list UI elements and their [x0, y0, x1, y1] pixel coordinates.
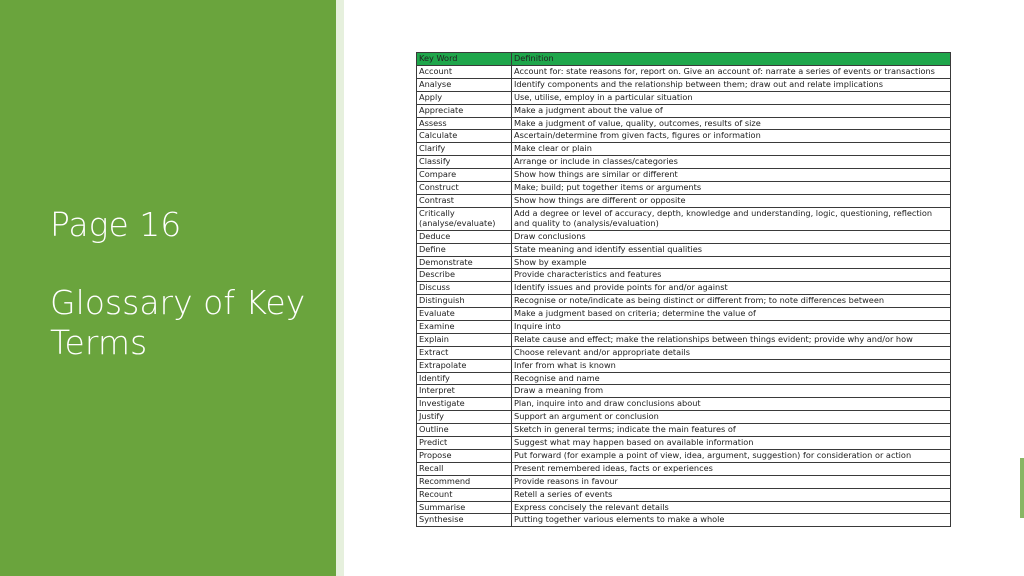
keyword-cell: Synthesise — [417, 514, 512, 527]
column-header-keyword: Key Word — [417, 53, 512, 66]
definition-cell: Recognise or note/indicate as being distinct or different from; to note differences between — [512, 295, 951, 308]
definition-cell: Express concisely the relevant details — [512, 501, 951, 514]
table-row — [417, 282, 951, 295]
definition-cell: Plan, inquire into and draw conclusions about — [512, 398, 951, 411]
keyword-cell: Summarise — [417, 501, 512, 514]
keyword-cell: Recount — [417, 488, 512, 501]
table-row — [417, 104, 951, 117]
table-row — [417, 308, 951, 321]
definition-cell: Draw conclusions — [512, 230, 951, 243]
keyword-cell: Examine — [417, 321, 512, 334]
keyword-cell: Analyse — [417, 78, 512, 91]
definition-cell: Add a degree or level of accuracy, depth, knowledge and understanding, logic, questioning, reflection and quality to (analysis/evaluation) — [512, 207, 951, 230]
table-row — [417, 475, 951, 488]
keyword-cell: Distinguish — [417, 295, 512, 308]
table-row — [417, 243, 951, 256]
keyword-cell: Assess — [417, 117, 512, 130]
keyword-cell: Identify — [417, 372, 512, 385]
definition-cell: Make a judgment based on criteria; determine the value of — [512, 308, 951, 321]
definition-cell: Arrange or include in classes/categories — [512, 156, 951, 169]
definition-cell: Account for: state reasons for, report on. Give an account of: narrate a series of events or transactions — [512, 66, 951, 79]
keyword-cell: Discuss — [417, 282, 512, 295]
keyword-cell: Construct — [417, 182, 512, 195]
table-row — [417, 424, 951, 437]
table-row — [417, 398, 951, 411]
table-row — [417, 333, 951, 346]
definition-cell: Sketch in general terms; indicate the main features of — [512, 424, 951, 437]
table-row — [417, 462, 951, 475]
title-panel — [0, 0, 336, 576]
keyword-cell: Propose — [417, 449, 512, 462]
table-row — [417, 321, 951, 334]
table-row — [417, 411, 951, 424]
keyword-cell: Extrapolate — [417, 359, 512, 372]
keyword-cell: Account — [417, 66, 512, 79]
keyword-cell: Predict — [417, 437, 512, 450]
table-row — [417, 143, 951, 156]
keyword-cell: Outline — [417, 424, 512, 437]
table-row — [417, 437, 951, 450]
definition-cell: Make a judgment of value, quality, outcomes, results of size — [512, 117, 951, 130]
keyword-cell: Deduce — [417, 230, 512, 243]
table-header-row — [417, 53, 951, 66]
keyword-cell: Apply — [417, 91, 512, 104]
title-text-line2: Terms — [50, 323, 148, 362]
keyword-cell: Explain — [417, 333, 512, 346]
table-row — [417, 295, 951, 308]
column-header-definition: Definition — [512, 53, 951, 66]
definition-cell: Identify components and the relationship between them; draw out and relate implications — [512, 78, 951, 91]
keyword-cell: Describe — [417, 269, 512, 282]
table-row — [417, 256, 951, 269]
table-row — [417, 194, 951, 207]
keyword-cell: Define — [417, 243, 512, 256]
definition-cell: Present remembered ideas, facts or experiences — [512, 462, 951, 475]
definition-cell: Recognise and name — [512, 372, 951, 385]
glossary-table — [416, 52, 951, 527]
table-row — [417, 269, 951, 282]
definition-cell: Make a judgment about the value of — [512, 104, 951, 117]
table-row — [417, 66, 951, 79]
definition-cell: Suggest what may happen based on available information — [512, 437, 951, 450]
table-row — [417, 78, 951, 91]
definition-cell: Show how things are different or opposite — [512, 194, 951, 207]
keyword-cell: Justify — [417, 411, 512, 424]
keyword-cell: Classify — [417, 156, 512, 169]
definition-cell: Support an argument or conclusion — [512, 411, 951, 424]
definition-cell: Put forward (for example a point of view, idea, argument, suggestion) for consideration or action — [512, 449, 951, 462]
table-row — [417, 514, 951, 527]
table-row — [417, 169, 951, 182]
table-row — [417, 117, 951, 130]
keyword-cell: Calculate — [417, 130, 512, 143]
definition-cell: State meaning and identify essential qualities — [512, 243, 951, 256]
table-row — [417, 182, 951, 195]
definition-cell: Provide characteristics and features — [512, 269, 951, 282]
table-row — [417, 346, 951, 359]
table-row — [417, 230, 951, 243]
keyword-cell: Investigate — [417, 398, 512, 411]
definition-cell: Identify issues and provide points for and/or against — [512, 282, 951, 295]
table-row — [417, 207, 951, 230]
table-row — [417, 130, 951, 143]
definition-cell: Choose relevant and/or appropriate details — [512, 346, 951, 359]
table-row — [417, 156, 951, 169]
definition-cell: Provide reasons in favour — [512, 475, 951, 488]
definition-cell: Putting together various elements to make a whole — [512, 514, 951, 527]
keyword-cell: Extract — [417, 346, 512, 359]
keyword-cell: Contrast — [417, 194, 512, 207]
definition-cell: Show by example — [512, 256, 951, 269]
keyword-cell: Appreciate — [417, 104, 512, 117]
definition-cell: Inquire into — [512, 321, 951, 334]
keyword-cell: Recall — [417, 462, 512, 475]
slide-title — [50, 205, 320, 363]
table-row — [417, 91, 951, 104]
definition-cell: Make; build; put together items or arguments — [512, 182, 951, 195]
keyword-cell: Recommend — [417, 475, 512, 488]
definition-cell: Retell a series of events — [512, 488, 951, 501]
definition-cell: Make clear or plain — [512, 143, 951, 156]
table-row — [417, 501, 951, 514]
keyword-cell: Critically (analyse/evaluate) — [417, 207, 512, 230]
title-page-number: Page 16 — [50, 205, 182, 244]
definition-cell: Ascertain/determine from given facts, figures or information — [512, 130, 951, 143]
keyword-cell: Interpret — [417, 385, 512, 398]
title-text-line1: Glossary of Key — [50, 283, 306, 322]
keyword-cell: Evaluate — [417, 308, 512, 321]
definition-cell: Use, utilise, employ in a particular situation — [512, 91, 951, 104]
keyword-cell: Compare — [417, 169, 512, 182]
right-accent-bar — [1020, 458, 1024, 518]
table-row — [417, 449, 951, 462]
definition-cell: Relate cause and effect; make the relationships between things evident; provide why and/or how — [512, 333, 951, 346]
keyword-cell: Demonstrate — [417, 256, 512, 269]
definition-cell: Draw a meaning from — [512, 385, 951, 398]
table-row — [417, 385, 951, 398]
definition-cell: Show how things are similar or different — [512, 169, 951, 182]
definition-cell: Infer from what is known — [512, 359, 951, 372]
table-row — [417, 372, 951, 385]
table-body — [417, 66, 951, 527]
table-row — [417, 488, 951, 501]
divider-strip — [336, 0, 344, 576]
table-row — [417, 359, 951, 372]
keyword-cell: Clarify — [417, 143, 512, 156]
